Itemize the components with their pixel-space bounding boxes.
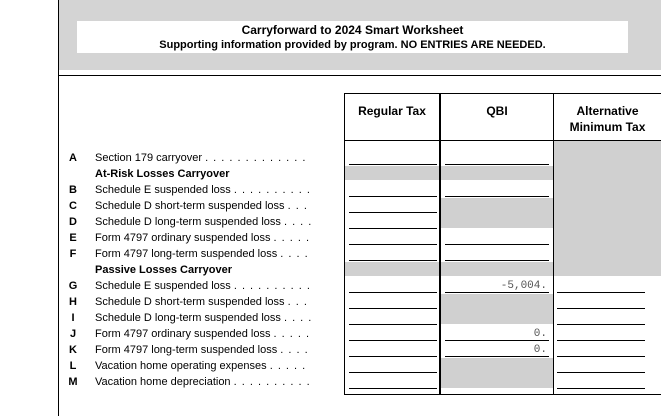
header-amt bbox=[554, 103, 661, 135]
line-f-letter: F bbox=[69, 248, 77, 260]
section-passive: Passive Losses Carryover bbox=[95, 264, 232, 276]
column-amt bbox=[553, 93, 661, 395]
header-divider bbox=[59, 75, 661, 76]
line-j-amt-field[interactable] bbox=[557, 340, 645, 341]
line-c-letter: C bbox=[69, 200, 77, 212]
line-g-amt-field[interactable] bbox=[557, 292, 645, 293]
line-f-regular-field[interactable] bbox=[349, 260, 437, 261]
line-j-label: Form 4797 ordinary suspended loss . . . . . bbox=[95, 328, 311, 340]
line-i-letter: I bbox=[71, 312, 75, 324]
line-b-label: Schedule E suspended loss . . . . . . . . . . bbox=[95, 184, 311, 196]
line-g-letter: G bbox=[68, 280, 78, 292]
worksheet-subtitle: Supporting information provided by program. NO ENTRIES ARE NEEDED. bbox=[159, 39, 546, 51]
line-i-amt-field[interactable] bbox=[557, 324, 645, 325]
line-d-letter: D bbox=[69, 216, 77, 228]
line-j-regular-field[interactable] bbox=[349, 340, 437, 341]
line-e-regular-field[interactable] bbox=[349, 244, 437, 245]
line-f-qbi-field[interactable] bbox=[445, 260, 549, 261]
line-l-regular-field[interactable] bbox=[349, 372, 437, 373]
line-i-label: Schedule D long-term suspended loss . . . . bbox=[95, 312, 313, 324]
line-m-letter: M bbox=[68, 376, 78, 388]
line-c-label: Schedule D short-term suspended loss . . . bbox=[95, 200, 308, 212]
worksheet-title: Carryforward to 2024 Smart Worksheet bbox=[241, 23, 464, 37]
line-j-letter: J bbox=[69, 328, 77, 340]
line-i-regular-field[interactable] bbox=[349, 324, 437, 325]
line-m-regular-field[interactable] bbox=[349, 388, 437, 389]
section-at-risk: At-Risk Losses Carryover bbox=[95, 168, 230, 180]
line-h-letter: H bbox=[69, 296, 77, 308]
line-k-amt-field[interactable] bbox=[557, 356, 645, 357]
line-k-label: Form 4797 long-term suspended loss . . . . bbox=[95, 344, 309, 356]
line-b-letter: B bbox=[69, 184, 77, 196]
line-d-label: Schedule D long-term suspended loss . . . . bbox=[95, 216, 313, 228]
line-g-qbi-field[interactable] bbox=[445, 292, 549, 293]
line-k-regular-field[interactable] bbox=[349, 356, 437, 357]
line-h-label: Schedule D short-term suspended loss . . . bbox=[95, 296, 308, 308]
line-l-label: Vacation home operating expenses . . . . . bbox=[95, 360, 307, 372]
line-e-label: Form 4797 ordinary suspended loss . . . . . bbox=[95, 232, 311, 244]
line-b-qbi-field[interactable] bbox=[445, 196, 549, 197]
line-l-letter: L bbox=[69, 360, 77, 372]
header-qbi: QBI bbox=[486, 104, 508, 118]
line-k-qbi-value: 0. bbox=[533, 344, 547, 356]
line-d-regular-field[interactable] bbox=[349, 228, 437, 229]
line-b-regular-field[interactable] bbox=[349, 196, 437, 197]
line-a-regular-field[interactable] bbox=[349, 164, 437, 165]
header-regular-tax: Regular Tax bbox=[358, 104, 426, 118]
line-g-regular-field[interactable] bbox=[349, 292, 437, 293]
line-k-letter: K bbox=[69, 344, 77, 356]
header-amt-line1: Alternative bbox=[576, 104, 639, 118]
line-k-qbi-field[interactable] bbox=[445, 356, 549, 357]
line-e-letter: E bbox=[69, 232, 77, 244]
line-f-label: Form 4797 long-term suspended loss . . . . bbox=[95, 248, 309, 260]
line-a-qbi-field[interactable] bbox=[445, 164, 549, 165]
line-g-qbi-value: -5,004. bbox=[500, 280, 547, 292]
line-a-letter: A bbox=[69, 152, 77, 164]
header-amt-line2: Minimum Tax bbox=[569, 120, 646, 134]
line-g-label: Schedule E suspended loss . . . . . . . . . . bbox=[95, 280, 311, 292]
line-m-amt-field[interactable] bbox=[557, 388, 645, 389]
line-h-regular-field[interactable] bbox=[349, 308, 437, 309]
line-m-label: Vacation home depreciation . . . . . . . . . . bbox=[95, 376, 311, 388]
line-c-regular-field[interactable] bbox=[349, 212, 437, 213]
line-j-qbi-field[interactable] bbox=[445, 340, 549, 341]
table-bottom-border bbox=[344, 394, 661, 395]
line-e-qbi-field[interactable] bbox=[445, 244, 549, 245]
line-l-amt-field[interactable] bbox=[557, 372, 645, 373]
line-j-qbi-value: 0. bbox=[533, 328, 547, 340]
line-h-amt-field[interactable] bbox=[557, 308, 645, 309]
column-header-divider bbox=[344, 140, 661, 141]
line-a-label: Section 179 carryover . . . . . . . . . . . . . bbox=[95, 152, 307, 164]
